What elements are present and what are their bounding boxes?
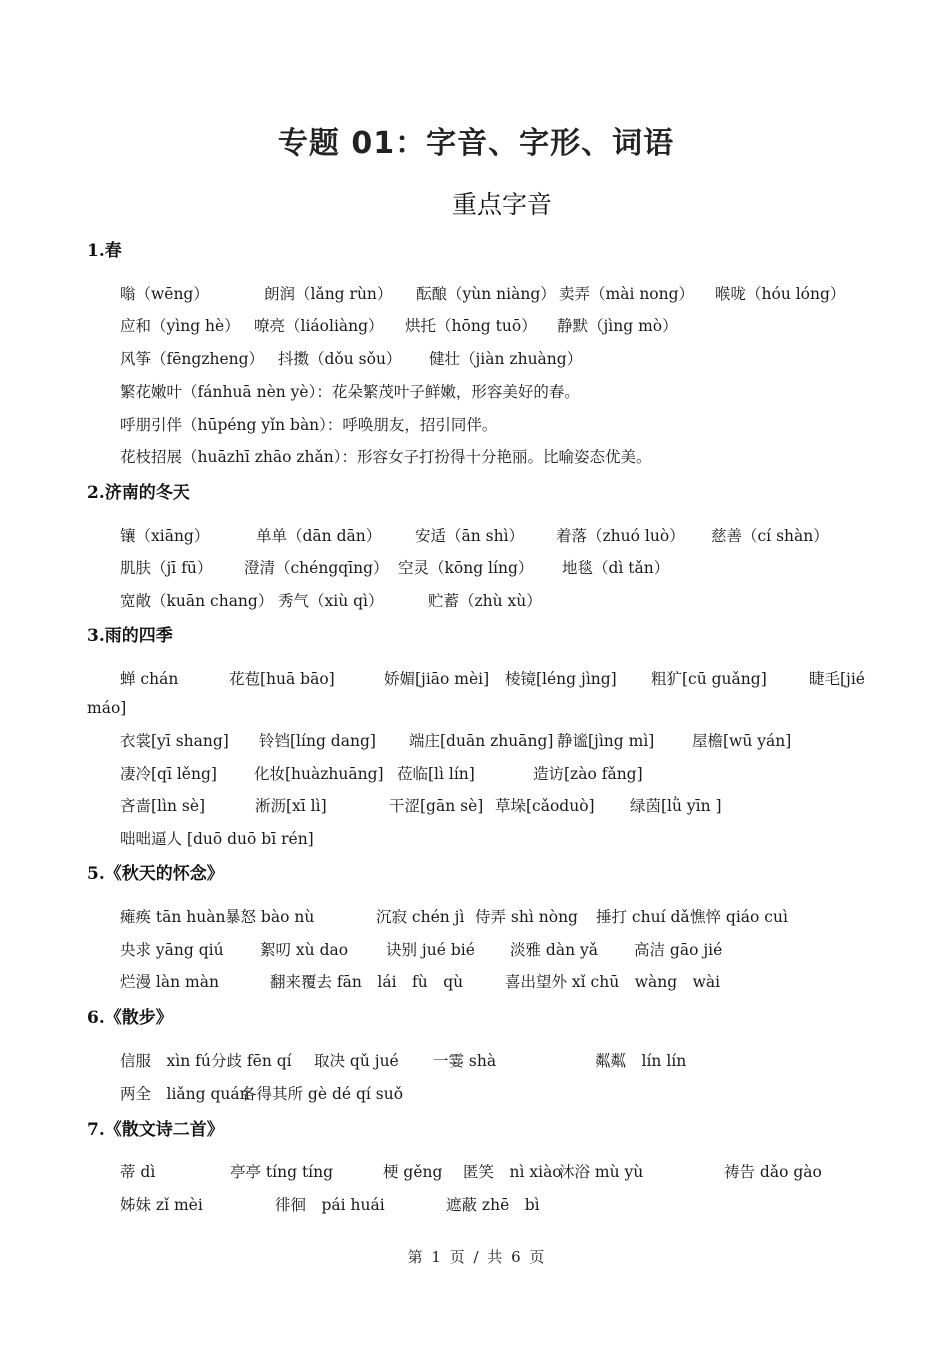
vocab-item: 秀气（xiù qì）	[278, 592, 384, 610]
page-footer: 第 1 页 / 共 6 页	[407, 1248, 545, 1266]
vocab-item: 一霎 shà	[433, 1052, 497, 1070]
vocab-item: 梗 gěng	[383, 1163, 443, 1181]
vocab-row	[0, 314, 952, 338]
section-heading: 7.《散文诗二首》	[87, 1120, 224, 1140]
vocab-item: 酝酿（yùn niàng）	[416, 285, 556, 303]
vocab-item: 贮蓄（zhù xù）	[428, 592, 542, 610]
vocab-item: 吝啬[lìn sè]	[120, 797, 206, 815]
vocab-item: 淡雅 dàn yǎ	[510, 941, 598, 959]
vocab-item: 铃铛[líng dang]	[259, 732, 376, 750]
vocab-item: 蒂 dì	[120, 1163, 156, 1181]
vocab-item: 着落（zhuó luò）	[556, 527, 685, 545]
vocab-item: 娇媚[jiāo mèi]	[384, 670, 490, 688]
vocab-item: 姊妹 zǐ mèi	[120, 1196, 203, 1214]
vocab-item: 淅沥[xī lì]	[255, 797, 327, 815]
vocab-item: 单单（dān dān）	[256, 527, 382, 545]
vocab-item: 衣裳[yī shang]	[120, 732, 229, 750]
vocab-item: 花苞[huā bāo]	[229, 670, 335, 688]
vocab-item: 取决 qǔ jué	[314, 1052, 399, 1070]
vocab-row	[0, 1049, 952, 1073]
vocab-item: 卖弄（mài nong）	[559, 285, 695, 303]
section-heading: 5.《秋天的怀念》	[87, 864, 224, 884]
vocab-item: 嗡（wēng）	[120, 285, 209, 303]
vocab-item: 各得其所 gè dé qí suǒ	[241, 1085, 404, 1103]
vocab-item: 烘托（hōng tuō）	[405, 317, 537, 335]
vocab-item: 宽敞（kuān chang）	[120, 592, 274, 610]
vocab-item: 沐浴 mù yù	[559, 1163, 644, 1181]
vocab-item: 澄清（chéngqīng）	[244, 559, 389, 577]
vocab-item: 草垛[cǎoduò]	[495, 797, 595, 815]
vocab-item: 嘹亮（liáoliàng）	[254, 317, 384, 335]
vocab-item: 地毯（dì tǎn）	[562, 559, 670, 577]
vocab-item: 干涩[gān sè]	[389, 797, 484, 815]
vocab-item: 棱镜[léng jìng]	[505, 670, 617, 688]
vocab-item: 匿笑 nì xiào	[463, 1163, 562, 1181]
vocab-item: máo]	[87, 699, 127, 717]
section-heading: 1.春	[87, 241, 122, 261]
vocab-row	[0, 1193, 952, 1217]
vocab-row	[0, 445, 952, 469]
section-heading: 2.济南的冬天	[87, 483, 190, 503]
vocab-row	[0, 413, 952, 437]
page-subtitle: 重点字音	[451, 190, 552, 219]
vocab-row	[0, 905, 952, 929]
vocab-row	[0, 970, 952, 994]
vocab-item: 粗犷[cū guǎng]	[651, 670, 767, 688]
vocab-item: 静默（jìng mò）	[557, 317, 678, 335]
vocab-item: 风筝（fēngzheng）	[120, 350, 265, 368]
vocab-item: 健壮（jiàn zhuàng）	[429, 350, 583, 368]
vocab-item: 造访[zào fǎng]	[533, 765, 643, 783]
vocab-item: 呼朋引伴（hūpéng yǐn bàn）：呼唤朋友，招引同伴。	[120, 416, 498, 434]
vocab-item: 化妆[huàzhuāng]	[254, 765, 384, 783]
vocab-row	[0, 556, 952, 580]
vocab-item: 繁花嫩叶（fánhuā nèn yè）：花朵繁茂叶子鲜嫩，形容美好的春。	[120, 383, 580, 401]
vocab-item: 分歧 fēn qí	[211, 1052, 292, 1070]
vocab-row	[0, 827, 952, 851]
vocab-item: 端庄[duān zhuāng]	[409, 732, 554, 750]
vocab-row	[0, 524, 952, 548]
vocab-item: 蝉 chán	[120, 670, 179, 688]
vocab-row	[0, 762, 952, 786]
vocab-item: 应和（yìng hè）	[120, 317, 240, 335]
vocab-item: 空灵（kōng líng）	[398, 559, 534, 577]
vocab-item: 抖擞（dǒu sǒu）	[278, 350, 402, 368]
vocab-item: 屋檐[wū yán]	[692, 732, 792, 750]
vocab-item: 粼粼 lín lín	[595, 1052, 687, 1070]
vocab-item: 慈善（cí shàn）	[711, 527, 829, 545]
vocab-item: 高洁 gāo jié	[634, 941, 723, 959]
vocab-item: 暴怒 bào nù	[225, 908, 315, 926]
section-heading: 6.《散步》	[87, 1008, 173, 1028]
vocab-item: 安适（ān shì）	[415, 527, 525, 545]
vocab-item: 睫毛[jié	[809, 670, 865, 688]
vocab-row	[0, 1082, 952, 1106]
vocab-item: 花枝招展（huāzhī zhāo zhǎn）：形容女子打扮得十分艳丽。比喻姿态优美。	[120, 448, 652, 466]
vocab-row	[0, 282, 952, 306]
vocab-item: 徘徊 pái huái	[275, 1196, 385, 1214]
vocab-item: 喉咙（hóu lóng）	[715, 285, 846, 303]
vocab-item: 凄冷[qī lěng]	[120, 765, 217, 783]
vocab-item: 肌肤（jī fū）	[120, 559, 213, 577]
vocab-row	[0, 667, 952, 691]
vocab-item: 喜出望外 xǐ chū wàng wài	[505, 973, 721, 991]
vocab-item: 两全 liǎng quán	[120, 1085, 250, 1103]
vocab-item: 憔悴 qiáo cuì	[690, 908, 788, 926]
vocab-item: 静谧[jìng mì]	[557, 732, 655, 750]
vocab-item: 祷告 dǎo gào	[724, 1163, 822, 1181]
vocab-item: 侍弄 shì nòng	[475, 908, 578, 926]
vocab-item: 咄咄逼人 [duō duō bī rén]	[120, 830, 314, 848]
vocab-row	[0, 729, 952, 753]
page-title: 专题 01：字音、字形、词语	[277, 126, 675, 161]
vocab-item: 沉寂 chén jì	[376, 908, 465, 926]
vocab-item: 翻来覆去 fān lái fù qù	[270, 973, 464, 991]
vocab-item: 遮蔽 zhē bì	[446, 1196, 540, 1214]
vocab-row	[0, 347, 952, 371]
vocab-item: 信服 xìn fú	[120, 1052, 211, 1070]
vocab-item: 絮叨 xù dao	[260, 941, 349, 959]
vocab-row	[0, 794, 952, 818]
vocab-row	[0, 380, 952, 404]
vocab-item: 镶（xiāng）	[120, 527, 210, 545]
vocab-item: 绿茵[lǜ yīn ]	[630, 797, 722, 815]
vocab-item: 朗润（lǎng rùn）	[264, 285, 393, 303]
vocab-item: 瘫痪 tān huàn	[120, 908, 226, 926]
vocab-item: 捶打 chuí dǎ	[596, 908, 690, 926]
vocab-row	[0, 938, 952, 962]
vocab-item: 央求 yāng qiú	[120, 941, 224, 959]
vocab-row	[0, 1160, 952, 1184]
vocab-row	[0, 589, 952, 613]
vocab-item: 莅临[lì lín]	[397, 765, 475, 783]
vocab-item: 诀别 jué bié	[386, 941, 475, 959]
vocab-row	[0, 699, 952, 723]
vocab-item: 烂漫 làn màn	[120, 973, 219, 991]
vocab-item: 亭亭 tíng tíng	[230, 1163, 334, 1181]
section-heading: 3.雨的四季	[87, 626, 173, 646]
